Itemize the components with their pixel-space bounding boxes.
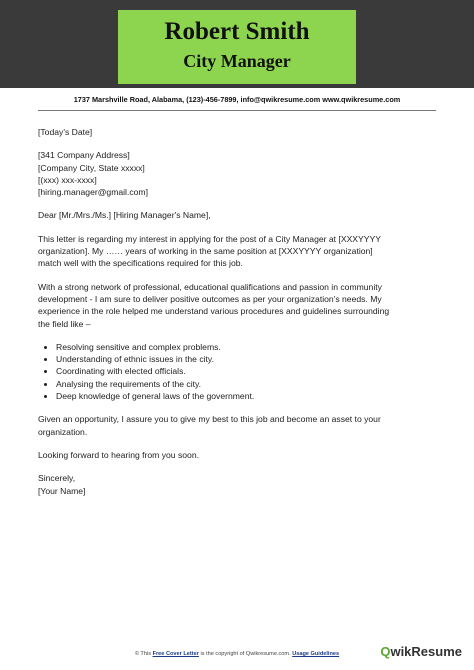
text-line: This letter is regarding my interest in applying for the post of a City Manager at [XXXYYYY — [38, 233, 381, 244]
usage-guidelines-link[interactable]: Usage Guidelines — [292, 651, 340, 657]
paragraph-2 — [38, 281, 438, 330]
copyright-middle: is the copyright of Qwikresume.com. — [200, 651, 291, 657]
paragraph-1 — [38, 233, 438, 270]
list-item: • Understanding of ethnic issues in the city. — [56, 353, 438, 365]
skills-list — [38, 341, 438, 402]
list-item: • Coordinating with elected officials. — [56, 365, 438, 377]
divider — [38, 110, 436, 111]
date: [Today's Date] — [38, 127, 93, 137]
address-line: [Company City, State xxxxx] — [38, 162, 145, 173]
name-box — [118, 10, 356, 84]
list-item: • Deep knowledge of general laws of the government. — [56, 390, 438, 402]
text-line: organization. — [38, 426, 88, 437]
logo-q: Q — [380, 644, 391, 659]
paragraph-4: Looking forward to hearing from you soon. — [38, 449, 199, 460]
list-item: • Resolving sensitive and complex problems. — [56, 341, 438, 353]
free-cover-letter-link[interactable]: Free Cover Letter — [152, 651, 199, 657]
contact-line: 1737 Marshville Road, Alabama, (123)-456-7899, info@qwikresume.com www.qwikresume.com — [73, 95, 401, 104]
closing: Sincerely, — [38, 473, 76, 484]
signature: [Your Name] — [38, 485, 86, 496]
copyright-prefix: © This — [134, 651, 152, 657]
address-line: [hiring.manager@gmail.com] — [38, 187, 148, 198]
letter-body — [38, 126, 438, 508]
text-line: experience in the role helped me understand various procedures and guidelines surrounding — [38, 306, 390, 317]
list-item: • Analysing the requirements of the city. — [56, 378, 438, 390]
address-line: [341 Company Address] — [38, 150, 130, 161]
salutation: Dear [Mr./Mrs./Ms.] [Hiring Manager's Name], — [38, 210, 211, 221]
qwikresume-logo — [380, 644, 462, 659]
text-line: match well with the specifications required for this job. — [38, 258, 243, 269]
job-title: City Manager — [183, 51, 291, 71]
address-line: [(xxx) xxx-xxxx] — [38, 174, 97, 185]
logo-text: wikResume — [390, 644, 462, 659]
sign-off — [38, 472, 438, 497]
company-address — [38, 149, 438, 198]
applicant-name: Robert Smith — [164, 18, 310, 45]
text-line: development - I am sure to deliver positive outcomes as per your organization's needs. My — [38, 293, 382, 304]
text-line: With a strong network of professional, educational qualifications and passion in community — [38, 281, 382, 292]
text-line: organization]. My …… years of working in the same position at [XXXYYYY organization] — [38, 246, 373, 257]
paragraph-3 — [38, 413, 438, 438]
text-line: Given an opportunity, I assure you to give my best to this job and become an asset to your — [38, 414, 381, 425]
text-line: the field like – — [38, 318, 91, 329]
